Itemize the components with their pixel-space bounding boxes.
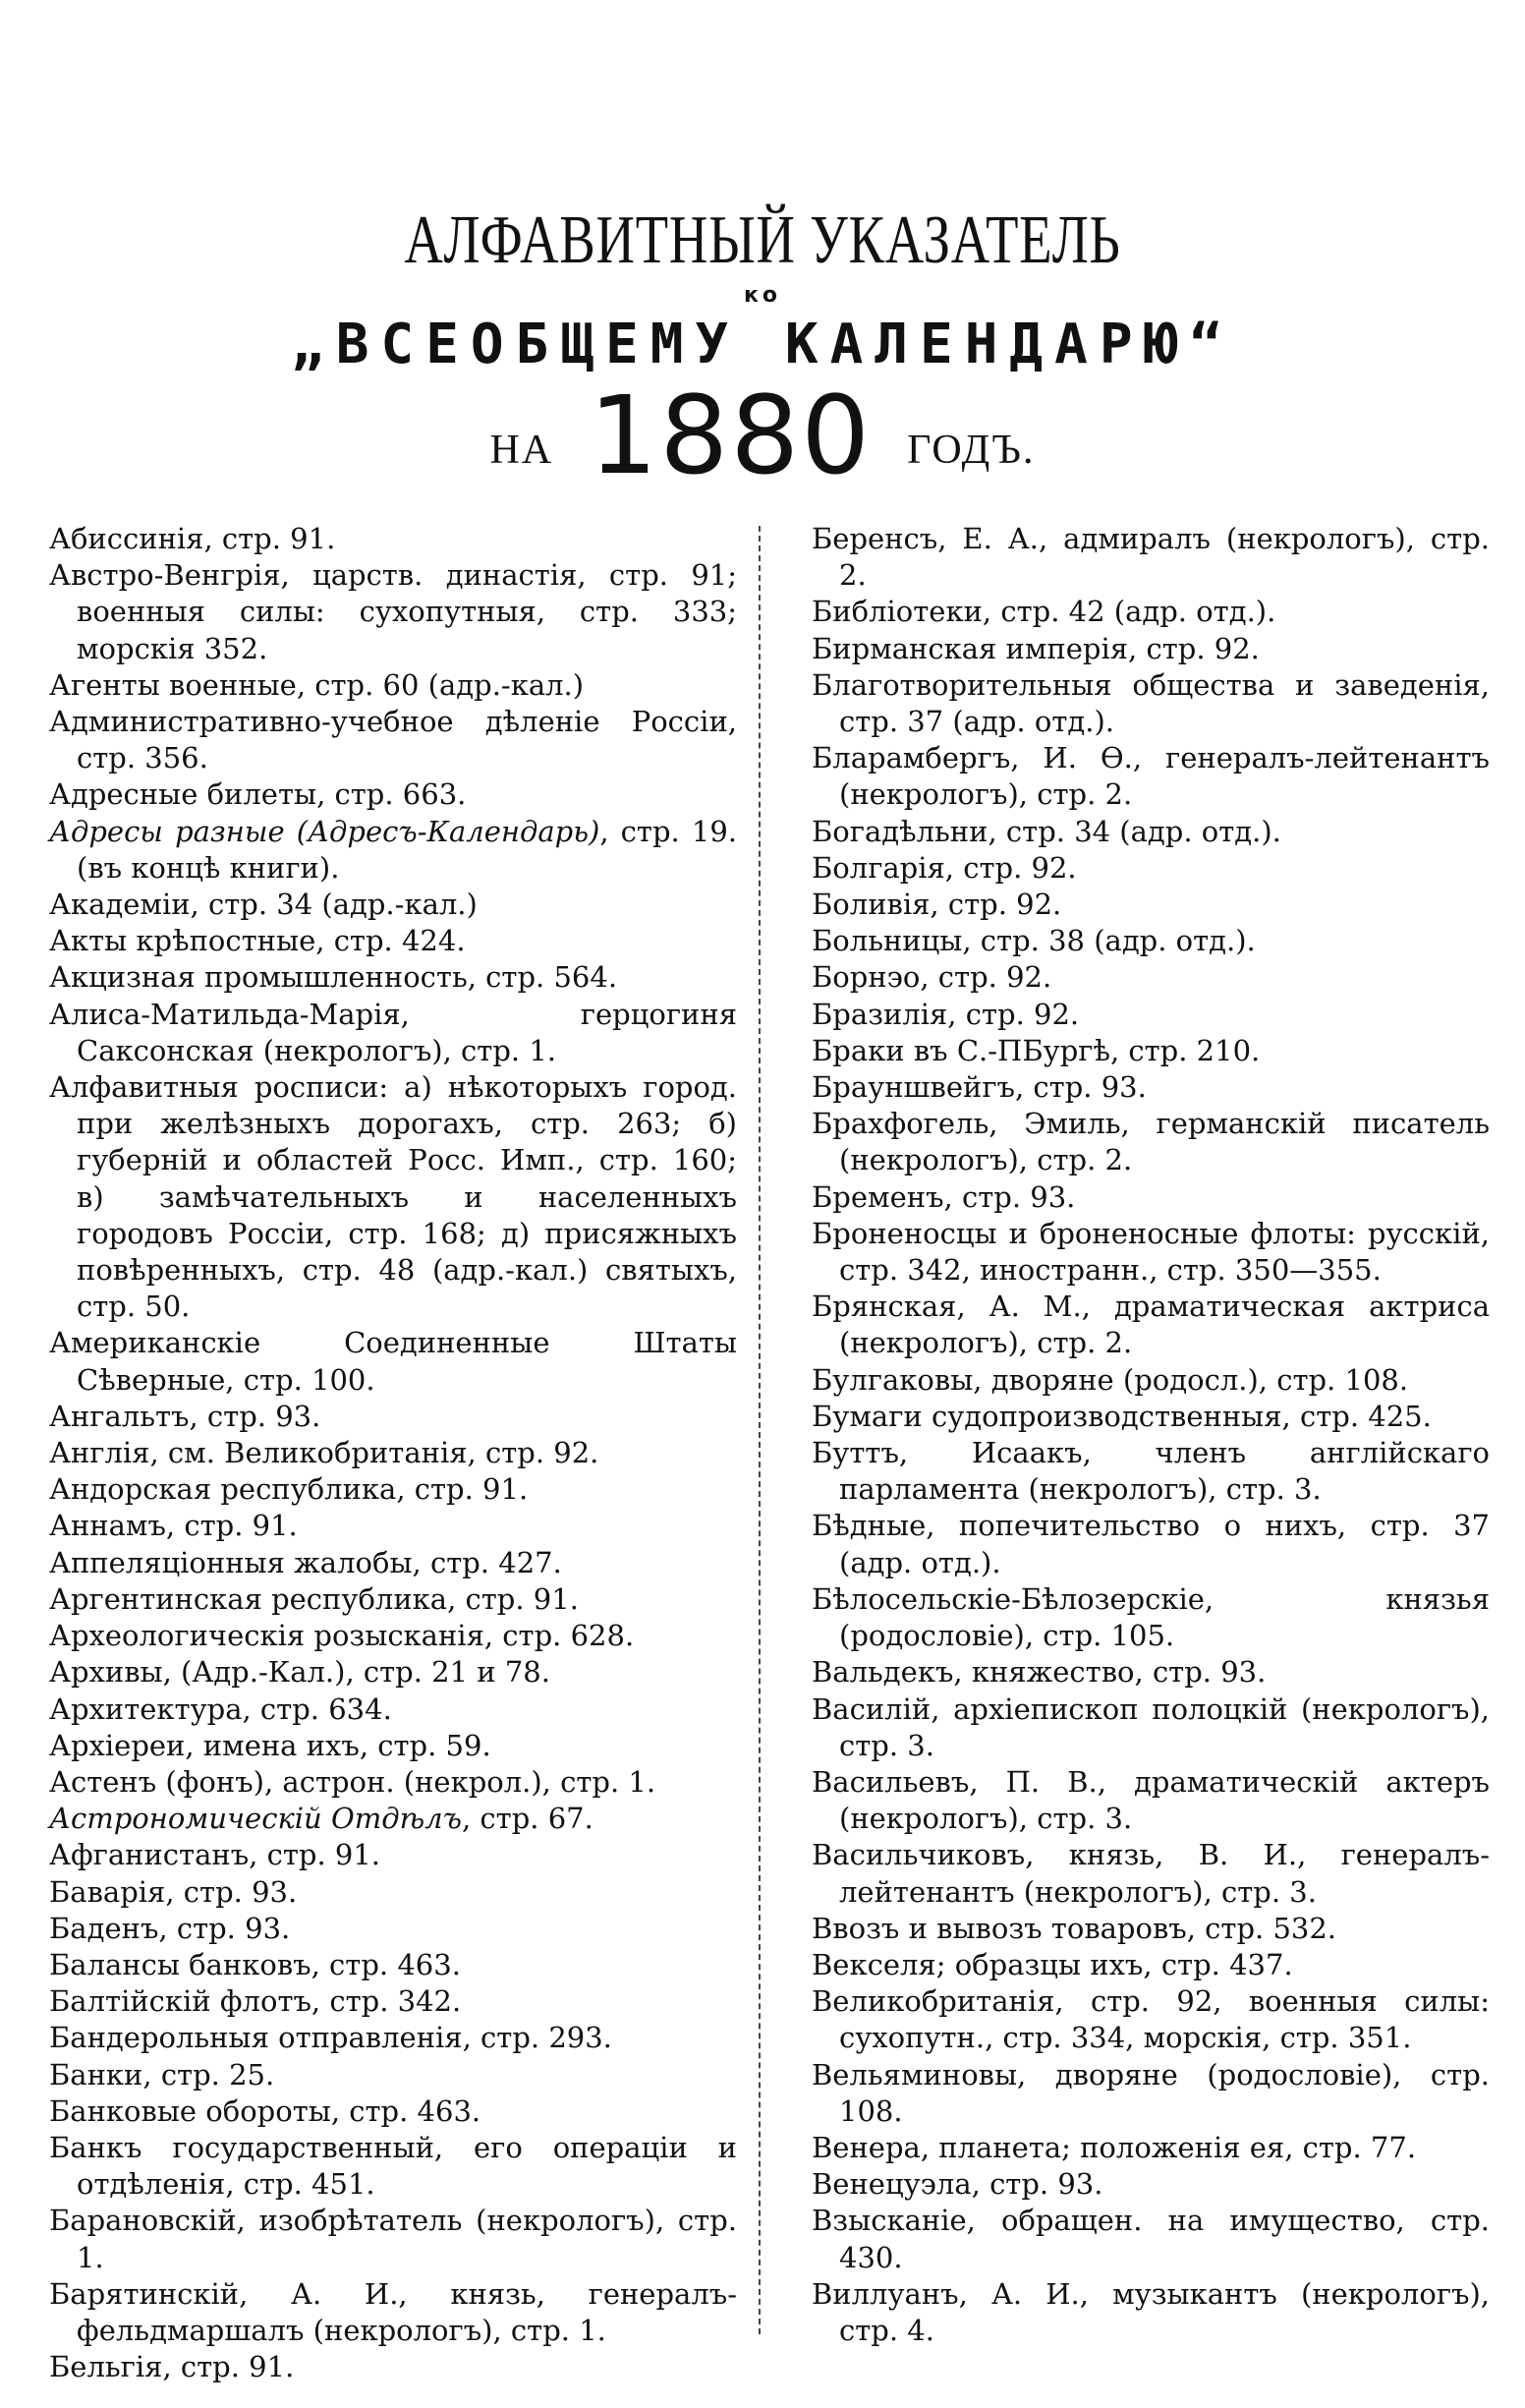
index-entry [812, 1911, 1490, 1947]
index-entry-text: Векселя; образцы ихъ, стр. 437. [812, 1947, 1293, 1981]
index-entry-text: Васильевъ, П. В., драматическій актеръ (некрологъ), стр. 3. [812, 1764, 1490, 1836]
index-entry [49, 1545, 737, 1581]
index-entry [49, 2057, 737, 2093]
index-entry-text: Библіотеки, стр. 42 (адр. отд.). [812, 595, 1276, 629]
index-entry-text: Административно-учебное дѣленіе Россіи, стр. 356. [49, 705, 737, 775]
index-entry [49, 1435, 737, 1471]
index-column-left [49, 521, 737, 2385]
index-entry [49, 959, 737, 996]
index-entry-text: Афганистанъ, стр. 91. [49, 1838, 380, 1872]
index-entry-text: Венецуэла, стр. 93. [812, 2167, 1103, 2202]
index-entry-text: Бандерольныя отправленія, стр. 293. [49, 2021, 612, 2055]
index-entry [812, 850, 1490, 887]
index-entry-text: Барановскій, изобрѣтатель (некрологъ), стр. 1. [49, 2204, 737, 2274]
index-entry [812, 521, 1490, 594]
index-entry [49, 1618, 737, 1654]
index-entry-text: Андорская республика, стр. 91. [49, 1472, 529, 1507]
index-entry-text: Американскіе Соединенные Штаты Сѣверные, стр. 100. [49, 1326, 737, 1397]
index-entry-text: Взысканіе, обращен. на имущество, стр. 430. [812, 2204, 1490, 2274]
index-entry-text: Ввозъ и вывозъ товаровъ, стр. 532. [812, 1911, 1337, 1945]
index-entry [812, 2203, 1490, 2275]
index-entry-text: Архивы, (Адр.-Кал.), стр. 21 и 78. [49, 1655, 550, 1690]
index-entry-text: Барятинскій, А. И., князь, генералъ-фельдмаршалъ (некрологъ), стр. 1. [49, 2276, 737, 2347]
index-entry-text: Брахфогель, Эмиль, германскій писатель (некрологъ), стр. 2. [812, 1107, 1490, 1177]
index-entry-text: Больницы, стр. 38 (адр. отд.). [812, 924, 1256, 958]
title-god: ГОДЪ. [907, 428, 1036, 473]
index-entry-text: Банки, стр. 25. [49, 2057, 275, 2092]
index-entry [812, 1764, 1490, 1837]
index-entry [812, 631, 1490, 667]
index-entry [49, 1069, 737, 1325]
index-entry [812, 1581, 1490, 1654]
index-entry-text: Банковые обороты, стр. 463. [49, 2093, 481, 2128]
title-alphabetical-index: АЛФАВИТНЫЙ УКАЗАТЕЛЬ [404, 202, 1121, 278]
index-entry [812, 1289, 1490, 1361]
index-entry-text: Брянская, А. М., драматическая актриса (некрологъ), стр. 2. [812, 1290, 1490, 1360]
index-entry-text: Абиссинія, стр. 91. [49, 522, 336, 555]
index-entry-text: Архитектура, стр. 634. [49, 1691, 392, 1726]
index-entry-text: Агенты военные, стр. 60 (адр.-кал.) [49, 667, 585, 702]
index-entry [49, 1874, 737, 1911]
index-entry [812, 814, 1490, 850]
index-entry-text: Василій, архіепископ полоцкій (некрологъ), стр. 3. [812, 1691, 1490, 1762]
index-entry [49, 704, 737, 776]
index-entry-text: Васильчиковъ, князь, В. И., генералъ-лейтенантъ (некрологъ), стр. 3. [812, 1838, 1490, 1909]
index-entry-text: Акцизная промышленность, стр. 564. [49, 960, 618, 995]
index-entry [49, 557, 737, 667]
title-preposition: ко [743, 283, 782, 308]
index-entry-text: Балансы банковъ, стр. 463. [49, 1947, 461, 1981]
index-entry [49, 1399, 737, 1435]
index-entry [812, 923, 1490, 959]
index-entry [49, 1728, 737, 1764]
index-entry-text: Брауншвейгъ, стр. 93. [812, 1070, 1147, 1105]
index-entry-text: Борнэо, стр. 92. [812, 960, 1052, 995]
index-entry [812, 1691, 1490, 1764]
index-entry-text: Астенъ (фонъ), астрон. (некрол.), стр. 1. [49, 1764, 656, 1799]
index-entry [49, 2093, 737, 2130]
index-entry [812, 594, 1490, 630]
index-entry-text: Бельгія, стр. 91. [49, 2350, 295, 2384]
index-entry-text: Бларамбергъ, И. Ѳ., генералъ-лейтенантъ (некрологъ), стр. 2. [812, 741, 1490, 812]
index-entry-text: Бѣдные, попечительство о нихъ, стр. 37 (адр. отд.). [812, 1509, 1490, 1579]
index-entry [49, 923, 737, 959]
index-entry-text: Баварія, стр. 93. [49, 1874, 298, 1909]
index-entry-text: Беренсъ, Е. А., адмиралъ (некрологъ), стр. 2. [812, 522, 1490, 593]
index-entry-text: Архіереи, имена ихъ, стр. 59. [49, 1728, 491, 1762]
index-entry [812, 1033, 1490, 1069]
title-calendar-name: „ВСЕОБЩЕМУ КАЛЕНДАРЮ“ [290, 313, 1234, 376]
index-entry [49, 814, 737, 887]
index-entry-text: Булгаковы, дворяне (родосл.), стр. 108. [812, 1362, 1409, 1397]
index-entry-text: Вельяминовы, дворяне (родословіе), стр. 108. [812, 2057, 1490, 2128]
index-entry-text: Алфавитныя росписи: а) нѣкоторыхъ город. при желѣзныхъ дорогахъ, стр. 263; б) губерній и областей Росс. Имп., стр. 160; в) замѣчательныхъ и населенныхъ городовъ Россіи, стр. 168; д) присяжныхъ повѣренныхъ, стр. 48 (адр.-кал.) святыхъ, стр. 50. [49, 1070, 737, 1324]
index-entry-text: Археологическія розысканія, стр. 628. [49, 1619, 635, 1653]
index-entry-text: Бразилія, стр. 92. [812, 997, 1080, 1031]
index-entry [49, 1654, 737, 1691]
index-entry [812, 740, 1490, 813]
index-entry [812, 1069, 1490, 1106]
index-entry-text: Вальдекъ, княжество, стр. 93. [812, 1655, 1267, 1690]
index-entry [49, 997, 737, 1069]
index-entry [49, 2130, 737, 2203]
index-entry-text: Бѣлосельскіе-Бѣлозерскіе, князья (родословіе), стр. 105. [812, 1581, 1490, 1653]
index-entry [49, 1508, 737, 1544]
index-entry [812, 1947, 1490, 1983]
index-entry [49, 1947, 737, 1983]
index-entry [49, 1471, 737, 1508]
index-entry [812, 667, 1490, 740]
index-entry [49, 1801, 737, 1837]
index-entry-text: Богадѣльни, стр. 34 (адр. отд.). [812, 814, 1281, 848]
index-entry-text: Болгарія, стр. 92. [812, 850, 1077, 885]
index-entry [49, 2020, 737, 2056]
index-entry-text: Баденъ, стр. 93. [49, 1911, 291, 1945]
index-entry [812, 1654, 1490, 1691]
index-entry-text: Виллуанъ, А. И., музыкантъ (некрологъ), стр. 4. [812, 2276, 1490, 2347]
index-entry-text: Аргентинская республика, стр. 91. [49, 1581, 579, 1616]
index-entry [812, 2166, 1490, 2203]
index-entry [812, 1216, 1490, 1289]
index-entry-text: Австро-Венгрія, царств. династія, стр. 91; военныя силы: сухопутныя, стр. 333; морскія 352. [49, 558, 737, 665]
index-entry-text: Браки въ С.-ПБургѣ, стр. 210. [812, 1033, 1261, 1067]
index-entry [812, 887, 1490, 923]
column-divider [759, 526, 761, 2334]
index-entry-italic-heading: Астрономическій Отдѣлъ [49, 1802, 462, 1836]
index-entry [49, 1837, 737, 1873]
index-entry-text: Алиса-Матильда-Марія, герцогиня Саксонская (некрологъ), стр. 1. [49, 997, 737, 1067]
index-entry-text: Академіи, стр. 34 (адр.-кал.) [49, 888, 478, 922]
index-entry [49, 887, 737, 923]
index-entry-text: Буттъ, Исаакъ, членъ англійскаго парламента (некрологъ), стр. 3. [812, 1436, 1490, 1507]
index-entry [49, 2276, 737, 2349]
index-entry [49, 521, 737, 557]
index-entry [812, 1837, 1490, 1910]
index-entry-text: , стр. 67. [461, 1802, 593, 1836]
index-entry [812, 1362, 1490, 1399]
index-entry [812, 2276, 1490, 2349]
index-entry [49, 2203, 737, 2275]
index-entry [49, 667, 737, 704]
index-entry-text: Венера, планета; положенія ея, стр. 77. [812, 2130, 1417, 2164]
index-entry-text: Англія, см. Великобританія, стр. 92. [49, 1436, 599, 1470]
index-entry [49, 776, 737, 813]
title-block [0, 201, 1525, 498]
index-entry-italic-heading: Адресы разные (Адресъ-Календарь) [49, 814, 600, 848]
index-entry-text: Боливія, стр. 92. [812, 888, 1062, 922]
index-entry [812, 959, 1490, 996]
index-entry-text: Балтійскій флотъ, стр. 342. [49, 1984, 462, 2019]
index-entry-text: Аппеляціонныя жалобы, стр. 427. [49, 1545, 562, 1579]
index-entry-text: Броненосцы и броненосные флоты: русскій, стр. 342, иностранн., стр. 350—355. [812, 1216, 1490, 1288]
index-entry [49, 2349, 737, 2385]
index-entry [812, 1106, 1490, 1178]
index-entry [812, 997, 1490, 1033]
index-entry [812, 2057, 1490, 2130]
index-entry-text: Благотворительныя общества и заведенія, стр. 37 (адр. отд.). [812, 667, 1490, 739]
index-entry [812, 1435, 1490, 1508]
index-column-right [812, 521, 1490, 2349]
index-entry-text: Великобританія, стр. 92, военныя силы: сухопутн., стр. 334, морскія, стр. 351. [812, 1984, 1490, 2055]
index-entry-text: Ангальтъ, стр. 93. [49, 1399, 321, 1433]
title-year-row [0, 373, 1525, 498]
index-entry [812, 1179, 1490, 1216]
index-entry [49, 1983, 737, 2020]
index-entry-text: Бирманская имперія, стр. 92. [812, 631, 1260, 665]
index-entry [812, 2130, 1490, 2166]
index-entry-text: Бременъ, стр. 93. [812, 1179, 1076, 1214]
index-entry-text: Банкъ государственный, его операціи и отдѣленія, стр. 451. [49, 2130, 737, 2202]
index-entry [49, 1325, 737, 1398]
index-entry [49, 1581, 737, 1618]
index-entry [49, 1911, 737, 1947]
index-entry [49, 1764, 737, 1801]
index-entry-text: Адресные билеты, стр. 663. [49, 777, 467, 812]
index-entry [812, 1983, 1490, 2056]
index-entry [812, 1508, 1490, 1580]
index-entry-text: Бумаги судопроизводственныя, стр. 425. [812, 1399, 1432, 1433]
index-entry-text: Акты крѣпостные, стр. 424. [49, 924, 466, 958]
index-entry [49, 1691, 737, 1728]
title-na: НА [489, 428, 554, 473]
index-entry-text: , стр. 19. (въ концѣ книги). [77, 814, 737, 885]
index-entry-text: Аннамъ, стр. 91. [49, 1509, 298, 1543]
index-entry [812, 1399, 1490, 1435]
title-year: 1880 [589, 373, 873, 498]
